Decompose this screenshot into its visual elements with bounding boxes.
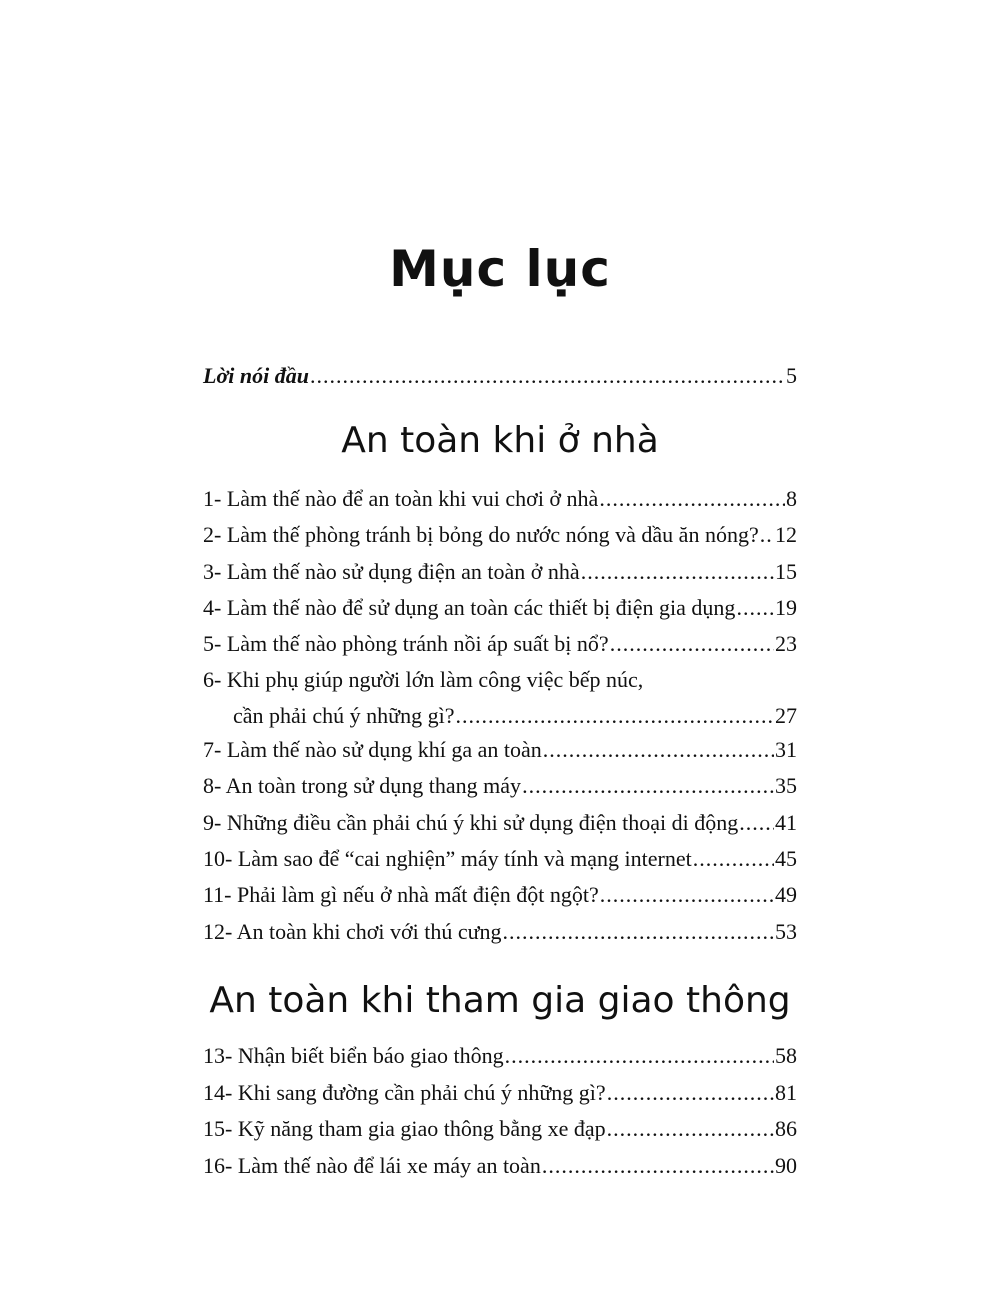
toc-entry[interactable] [203, 880, 797, 910]
toc-page-number: 81 [775, 1080, 797, 1105]
dot-leader [522, 771, 774, 801]
toc-entry-label: 2- Làm thế phòng tránh bị bỏng do nước nóng và dầu ăn nóng? [203, 522, 759, 547]
toc-entry-label: 12- An toàn khi chơi với thú cưng [203, 919, 502, 944]
toc-entry-label: 1- Làm thế nào để an toàn khi vui chơi ở nhà [203, 486, 599, 511]
toc-page-number: 45 [775, 846, 797, 871]
toc-entry-label: Lời nói đầu [203, 363, 309, 388]
toc-entry[interactable] [203, 665, 797, 731]
toc-entry-continuation: cần phải chú ý những gì? [233, 703, 455, 728]
dot-leader [736, 593, 774, 623]
toc-entry-label: 16- Làm thế nào để lái xe máy an toàn [203, 1153, 541, 1178]
toc-page-number: 86 [775, 1116, 797, 1141]
toc-page-number: 31 [775, 737, 797, 762]
dot-leader [739, 808, 774, 838]
dot-leader [607, 1078, 774, 1108]
toc-entry-label: 3- Làm thế nào sử dụng điện an toàn ở nhà [203, 559, 580, 584]
toc-entry[interactable] [203, 629, 797, 659]
toc-entry-label: 10- Làm sao để “cai nghiện” máy tính và mạng internet [203, 846, 692, 871]
toc-entry[interactable] [203, 593, 797, 623]
dot-leader [581, 557, 774, 587]
dot-leader [505, 1041, 774, 1071]
toc-entry[interactable] [203, 771, 797, 801]
toc-entry-label: 5- Làm thế nào phòng tránh nồi áp suất bị nổ? [203, 631, 609, 656]
toc-page-number: 15 [775, 559, 797, 584]
toc-entry[interactable] [203, 808, 797, 838]
section-heading: An toàn khi ở nhà [341, 420, 659, 461]
dot-leader [693, 844, 774, 874]
toc-entry[interactable] [203, 1078, 797, 1108]
dot-leader [543, 735, 774, 765]
toc-page-number: 8 [786, 486, 797, 511]
toc-entry[interactable] [203, 484, 797, 514]
toc-entry-label: 4- Làm thế nào để sử dụng an toàn các thiết bị điện gia dụng [203, 595, 736, 620]
toc-entry[interactable] [203, 1114, 797, 1144]
toc-page-number: 49 [775, 882, 797, 907]
dot-leader [455, 701, 774, 731]
toc-page-number: 23 [775, 631, 797, 656]
toc-page-number: 27 [775, 703, 797, 728]
toc-page-number: 53 [775, 919, 797, 944]
toc-entry-label: 9- Những điều cần phải chú ý khi sử dụng điện thoại di động [203, 810, 739, 835]
dot-leader [599, 484, 785, 514]
toc-entry-label: 13- Nhận biết biển báo giao thông [203, 1043, 504, 1068]
toc-entry[interactable] [203, 735, 797, 765]
dot-leader [607, 1114, 774, 1144]
toc-entry[interactable] [203, 520, 797, 550]
toc-entry-label: 8- An toàn trong sử dụng thang máy [203, 773, 522, 798]
toc-page-number: 35 [775, 773, 797, 798]
toc-entry[interactable] [203, 557, 797, 587]
dot-leader [600, 880, 774, 910]
toc-page-number: 41 [775, 810, 797, 835]
toc-entry-label: 15- Kỹ năng tham gia giao thông bằng xe đạp [203, 1116, 606, 1141]
toc-entry-label: 7- Làm thế nào sử dụng khí ga an toàn [203, 737, 542, 762]
dot-leader [503, 917, 774, 947]
dot-leader [310, 361, 785, 391]
toc-entry[interactable] [203, 1151, 797, 1181]
toc-entry-label: 11- Phải làm gì nếu ở nhà mất điện đột ngột? [203, 882, 599, 907]
section-heading: An toàn khi tham gia giao thông [209, 980, 791, 1021]
toc-page-number: 90 [775, 1153, 797, 1178]
toc-entry-label: 14- Khi sang đường cần phải chú ý những gì? [203, 1080, 606, 1105]
toc-entry-preface[interactable] [203, 361, 797, 391]
dot-leader [542, 1151, 774, 1181]
toc-entry[interactable] [203, 844, 797, 874]
toc-entry[interactable] [203, 1041, 797, 1071]
toc-page-number: 19 [775, 595, 797, 620]
page-title: Mục lục [389, 240, 611, 298]
dot-leader [610, 629, 774, 659]
toc-entry[interactable] [203, 917, 797, 947]
toc-page-number: 5 [786, 363, 797, 388]
toc-page-number: 12 [775, 522, 797, 547]
dot-leader [760, 520, 774, 550]
toc-page-number: 58 [775, 1043, 797, 1068]
toc-entry-label: 6- Khi phụ giúp người lớn làm công việc bếp núc, [203, 667, 644, 692]
